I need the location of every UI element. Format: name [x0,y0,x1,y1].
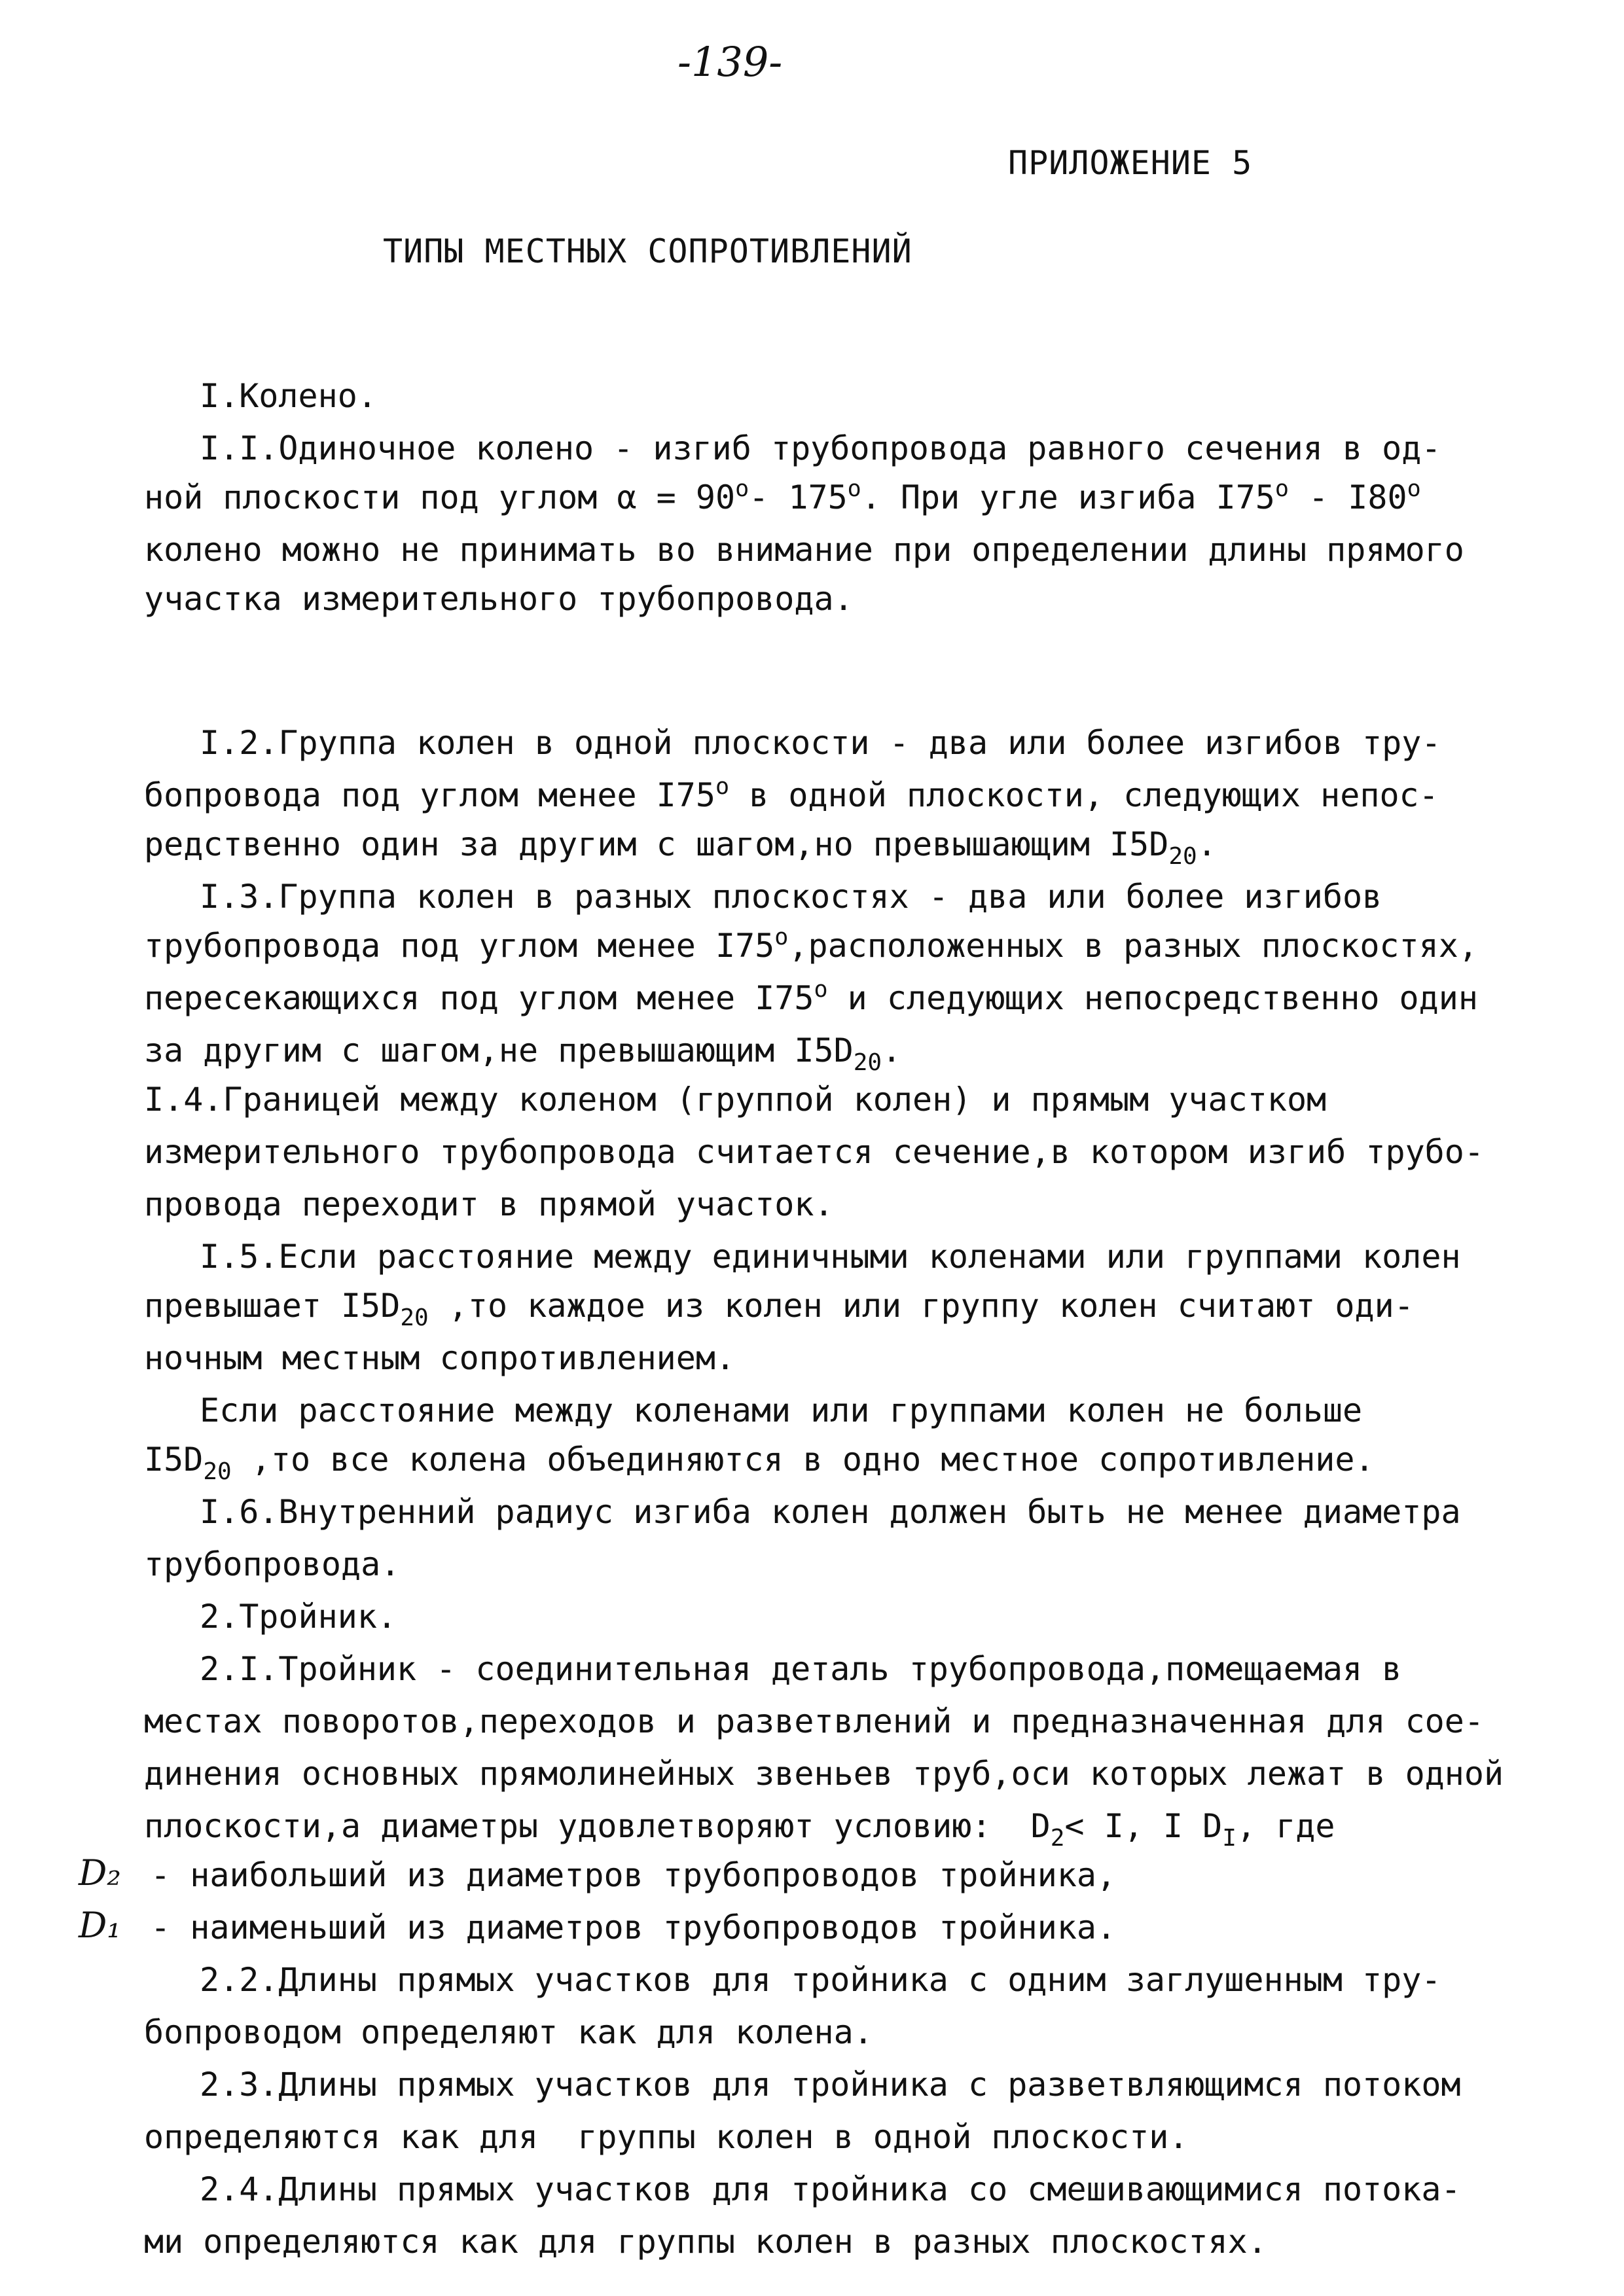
paragraph-line: бопроводом определяют как для колена. [144,2013,873,2051]
paragraph-line: - наименьший из диаметров трубопроводов тройника. [131,1909,1117,1946]
section-1-heading: I.Колено. [200,377,377,415]
section-2-heading: 2.Тройник. [200,1598,397,1636]
paragraph-line: ночным местным сопротивлением. [144,1339,736,1377]
paragraph-line: I.2.Группа колен в одной плоскости - два или более изгибов тру- [200,724,1441,762]
d1-symbol: D₁ [79,1905,121,1946]
paragraph-line: плоскости,а диаметры удовлетворяют условию: $D_2< I$, I $D_I$, где [144,1807,1335,1852]
paragraph-line: I.5.Если расстояние между единичными коленами или группами колен [200,1238,1461,1276]
paragraph-line: 2.4.Длины прямых участков для тройника со смешивающимися потока- [200,2170,1461,2208]
paragraph-line: - наибольший из диаметров трубопроводов тройника, [131,1856,1117,1894]
paragraph-line: провода переходит в прямой участок. [144,1185,834,1223]
paragraph-line: участка измерительного трубопровода. [144,580,854,618]
paragraph-line: бопровода под углом менее I75$^o$ в одной плоскости, следующих непос- [144,773,1439,814]
paragraph-line: динения основных прямолинейных звеньев труб,оси которых лежат в одной [144,1755,1504,1793]
paragraph-line: редственно один за другим с шагом,но превышающим $I5D_{20}$. [144,825,1217,870]
paragraph-line: ной плоскости под углом $\alpha = 90^o-$ 175$^o$. При угле изгиба I75$^o$ - I80$^o$ [144,475,1421,516]
paragraph-line: 2.3.Длины прямых участков для тройника с разветвляющимся потоком [200,2066,1461,2104]
paragraph-line: I.3.Группа колен в разных плоскостях - два или более изгибов [200,878,1382,916]
paragraph-line: за другим с шагом,не превышающим $I5D_{20}$. [144,1031,902,1076]
page-number: -139- [677,38,783,86]
d2-symbol: D₂ [79,1852,121,1893]
paragraph-line: I.6.Внутренний радиус изгиба колен должен быть не менее диаметра [200,1493,1461,1531]
document-title: ТИПЫ МЕСТНЫХ СОПРОТИВЛЕНИЙ [383,232,912,270]
paragraph-line: Если расстояние между коленами или группами колен не больше [200,1391,1363,1429]
paragraph-line: ми определяются как для группы колен в разных плоскостях. [144,2223,1267,2261]
paragraph-line: местах поворотов,переходов и разветвлений и предназначенная для сое- [144,1702,1484,1740]
paragraph-line: измерительного трубопровода считается сечение,в котором изгиб трубо- [144,1133,1484,1171]
paragraph-line: определяются как для группы колен в одной плоскости. [144,2118,1189,2156]
paragraph-line: 2.I.Тройник - соединительная деталь трубопровода,помещаемая в [200,1650,1402,1688]
paragraph-line: 2.2.Длины прямых участков для тройника с одним заглушенным тру- [200,1961,1441,1999]
paragraph-line: превышает $I5D_{20}$ ,то каждое из колен или группу колен считают оди- [144,1287,1414,1331]
paragraph-line: I.I.Одиночное колено - изгиб трубопровода равного сечения в од- [200,429,1441,467]
paragraph-line: пересекающихся под углом менее I75$^o$ и следующих непосредственно один [144,976,1478,1017]
paragraph-line: трубопровода под углом менее I75$^o$,расположенных в разных плоскостях, [144,924,1478,965]
paragraph-line: I.4.Границей между коленом (группой колен) и прямым участком [144,1081,1327,1119]
paragraph-line: колено можно не принимать во внимание при определении длины прямого [144,531,1464,569]
paragraph-line: трубопровода. [144,1545,401,1583]
appendix-heading: ПРИЛОЖЕНИЕ 5 [1008,144,1253,182]
paragraph-line: $I5D_{20}$ ,то все колена объединяются в одно местное сопротивление. [144,1441,1375,1485]
